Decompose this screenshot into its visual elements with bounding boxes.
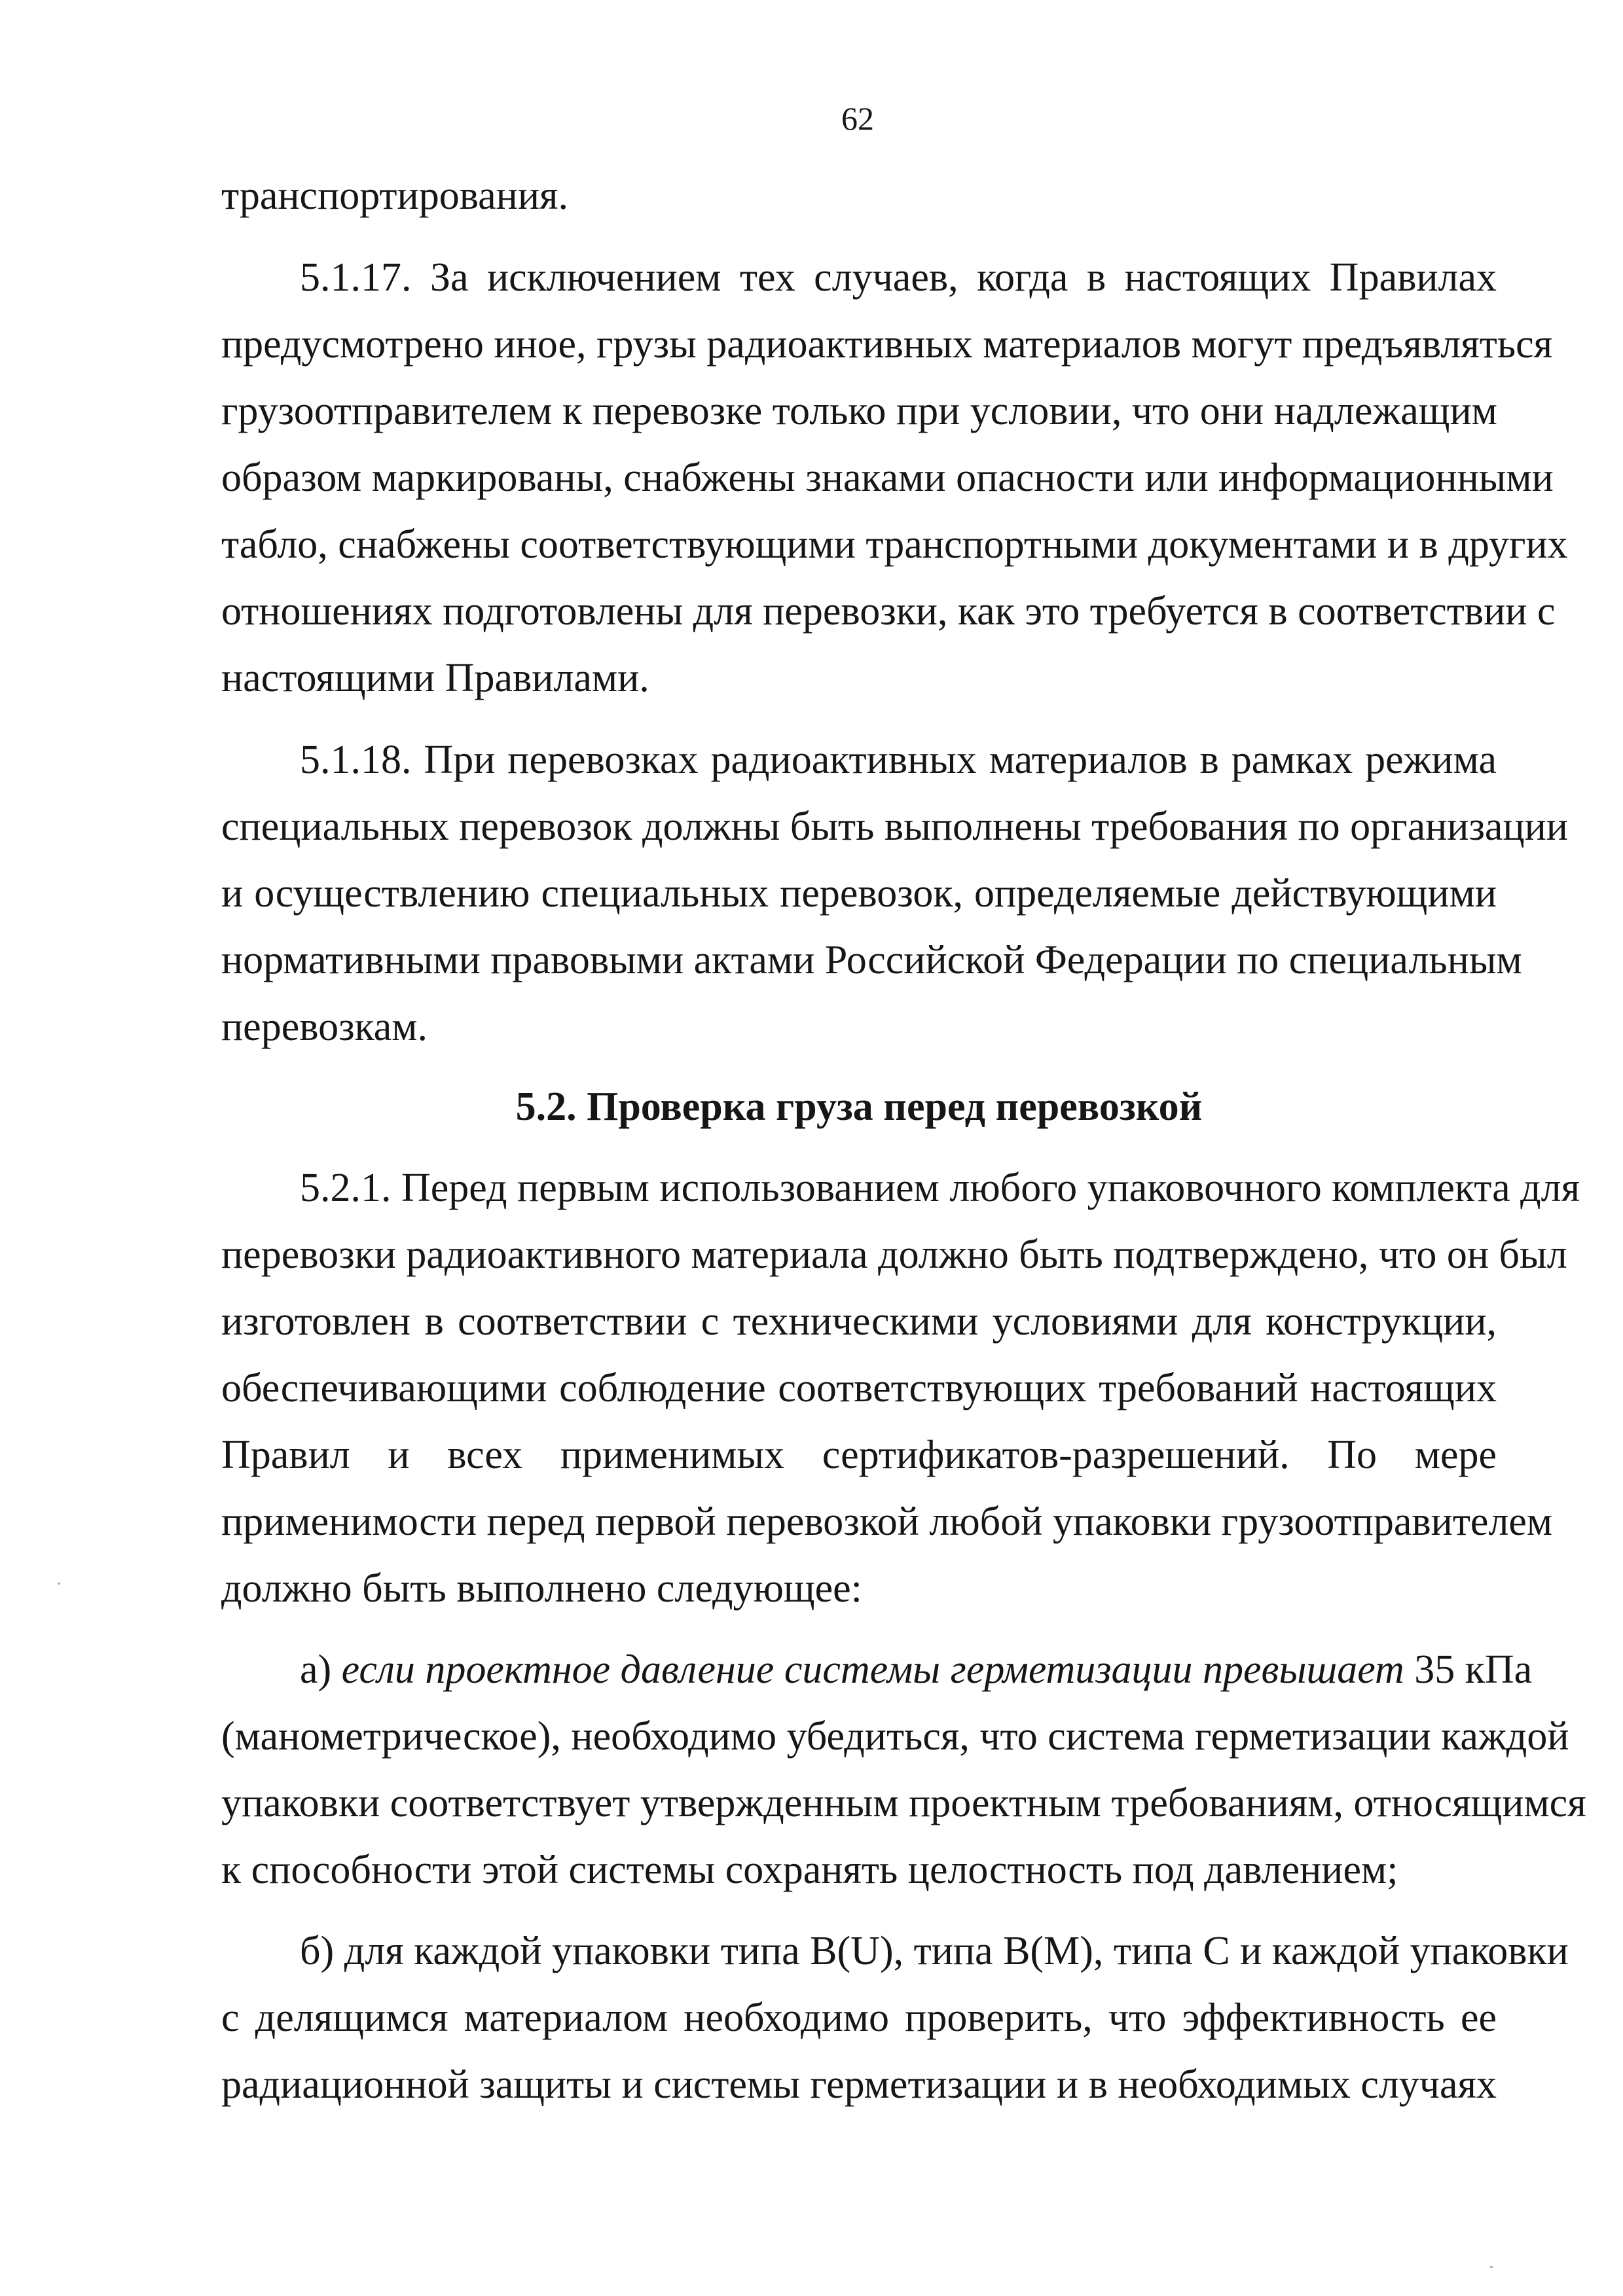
text-line: обеспечивающими соблюдение соответствующих требований настоящих (221, 1366, 1497, 1410)
text-line: изготовлен в соответствии с техническими условиями для конструкции, (221, 1299, 1497, 1344)
text-line: упаковки соответствует утвержденным проектным требованиям, относящимся (221, 1781, 1586, 1825)
text-line: предусмотрено иное, грузы радиоактивных материалов могут предъявляться (221, 322, 1553, 367)
pressure-value: 35 кПа (1414, 1647, 1533, 1692)
text-line: и осуществлению специальных перевозок, определяемые действующими (221, 871, 1497, 916)
scan-speck (58, 1583, 60, 1585)
text-line: (манометрическое), необходимо убедиться, что система герметизации каждой (221, 1714, 1569, 1759)
list-item-a-line (300, 1647, 1533, 1692)
text-line: Правил и всех применимых сертификатов-разрешений. По мере (221, 1433, 1497, 1477)
text-line: с делящимся материалом необходимо проверить, что эффективность ее (221, 1996, 1497, 2040)
text-line: должно быть выполнено следующее: (221, 1566, 862, 1611)
text-line: настоящими Правилами. (221, 656, 649, 700)
scan-speck (1490, 2266, 1493, 2268)
text-line: специальных перевозок должны быть выполнены требования по организации (221, 804, 1568, 849)
text-line: радиационной защиты и системы герметизации и в необходимых случаях (221, 2062, 1497, 2107)
text-line: 5.1.17. За исключением тех случаев, когда в настоящих Правилах (300, 255, 1497, 300)
list-marker-a: а) (300, 1647, 332, 1692)
text-line: грузоотправителем к перевозке только при условии, что они надлежащим (221, 389, 1497, 433)
text-line: транспортирования. (221, 173, 569, 218)
text-line: 5.1.18. При перевозках радиоактивных материалов в рамках режима (300, 738, 1497, 782)
text-line: отношениях подготовлены для перевозки, как это требуется в соответствии с (221, 589, 1556, 634)
text-line: б) для каждой упаковки типа B(U), типа B(M), типа C и каждой упаковки (300, 1929, 1569, 1973)
page-number: 62 (841, 100, 874, 137)
text-line: образом маркированы, снабжены знаками опасности или информационными (221, 456, 1554, 500)
text-line: нормативными правовыми актами Российской Федерации по специальным (221, 938, 1522, 982)
section-heading: 5.2. Проверка груза перед перевозкой (515, 1085, 1203, 1129)
text-line: 5.2.1. Перед первым использованием любого упаковочного комплекта для (300, 1166, 1580, 1210)
text-line: табло, снабжены соответствующими транспортными документами и в других (221, 522, 1568, 567)
italic-text: если проектное давление системы герметизации превышает (341, 1647, 1404, 1692)
text-line: перевозки радиоактивного материала должно быть подтверждено, что он был (221, 1232, 1567, 1277)
text-line: перевозкам. (221, 1005, 428, 1049)
text-line: к способности этой системы сохранять целостность под давлением; (221, 1848, 1398, 1892)
text-line: применимости перед первой перевозкой любой упаковки грузоотправителем (221, 1499, 1553, 1544)
